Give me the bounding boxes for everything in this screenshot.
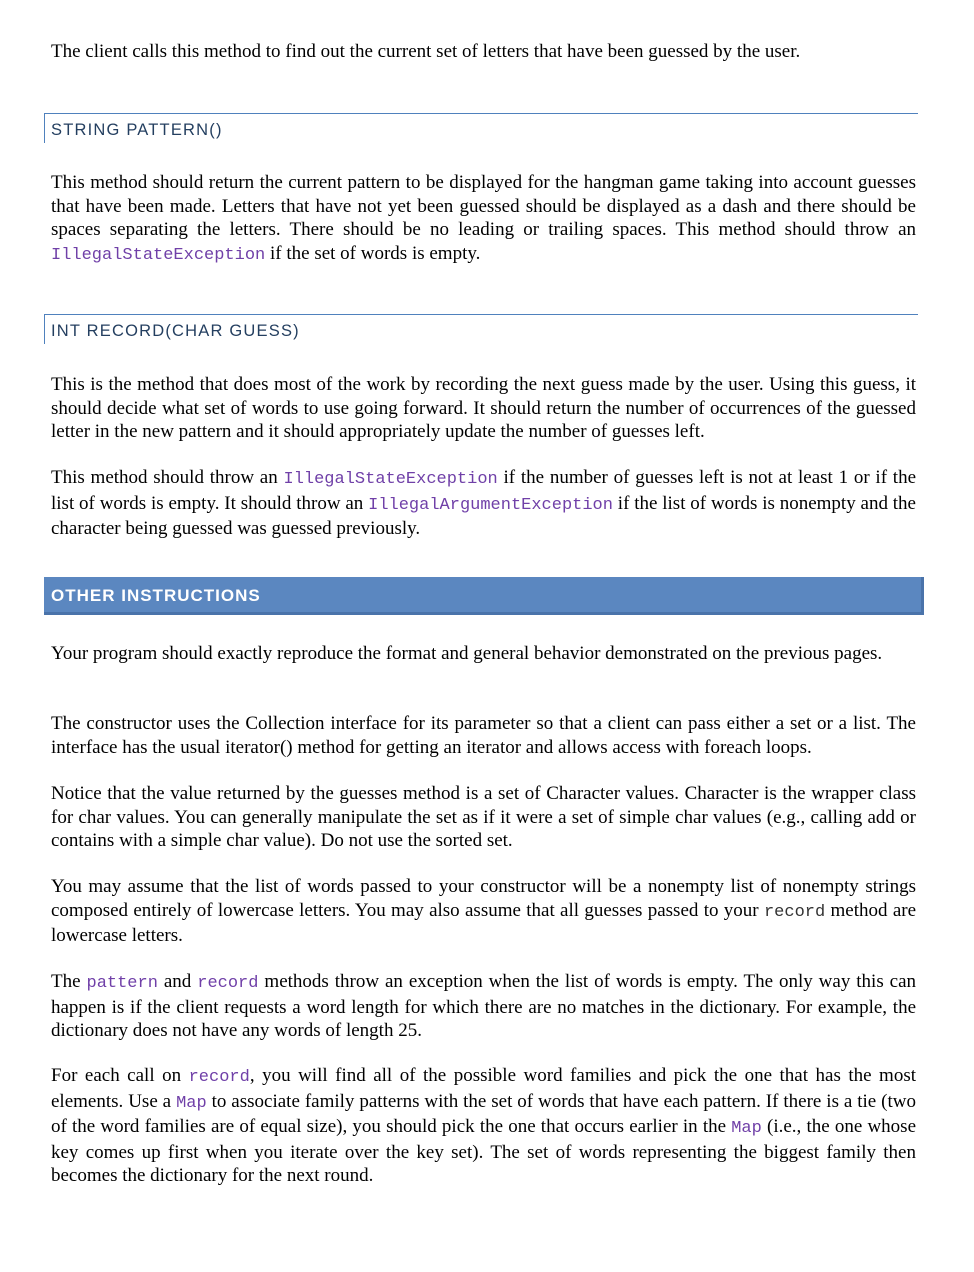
pattern-method-description bbox=[51, 171, 916, 267]
instructions-code-map-2: Map bbox=[731, 1119, 762, 1138]
instructions-text-1: Your program should exactly reproduce the format and general behavior demonstrated on the previous pages. bbox=[51, 643, 883, 664]
instructions-text-4a: You may assume that the list of words passed to your constructor will be a nonempty list of nonempty strings composed entirely of lowercase letters. You may also assume that all guesses passed to your bbox=[51, 876, 916, 921]
instructions-paragraph-format bbox=[51, 642, 916, 666]
instructions-paragraph-exceptions bbox=[51, 970, 916, 1043]
instructions-code-pattern: pattern bbox=[86, 974, 158, 993]
instructions-paragraph-constructor bbox=[51, 712, 916, 759]
instructions-text-6d: (i.e., the one whose key comes up first when you iterate over the key set). The set of words representing the biggest family then becomes the dictionary for the next round. bbox=[51, 1116, 917, 1186]
record-exc-code-2: IllegalArgumentException bbox=[368, 495, 613, 515]
record-exc-text-c: if the list of words is nonempty and the character being guessed was guessed previously. bbox=[51, 492, 916, 539]
instructions-paragraph-guesses bbox=[51, 782, 916, 853]
other-instructions-heading bbox=[44, 577, 924, 615]
instructions-text-3: Notice that the value returned by the guesses method is a set of Character values. Character is the wrapper class for char values. You can generally manipulate the set as if it were a set of simple char values (e.g., calling add or contains with a simple char value). Do not use the sorted set. bbox=[51, 783, 916, 851]
instructions-text-5a: The bbox=[51, 971, 81, 992]
intro-paragraph bbox=[51, 40, 916, 64]
instructions-code-record: record bbox=[763, 902, 826, 922]
record-exc-text-a: This method should throw an bbox=[51, 467, 278, 488]
instructions-code-record-3: record bbox=[188, 1068, 250, 1087]
instructions-code-map-1: Map bbox=[176, 1093, 207, 1113]
pattern-desc-code: IllegalStateException bbox=[51, 245, 266, 265]
record-method-exceptions bbox=[51, 466, 916, 541]
pattern-desc-text: This method should return the current pattern to be displayed for the hangman game taking into account guesses that have been made. Letters that have not yet been guessed should be displayed as a dash and there should be spaces separating the letters. There should be no leading or trailing spaces. This method should throw an bbox=[51, 172, 916, 240]
record-exc-text-b: if the number of guesses left is not at least 1 or if the list of words is empty. It should throw an bbox=[51, 467, 917, 514]
record-method-heading bbox=[44, 314, 918, 344]
other-instructions-heading-text: OTHER INSTRUCTIONS bbox=[51, 586, 261, 605]
instructions-text-6b: , you will find all of the possible word families and pick the one that has the most elements. Use a bbox=[51, 1065, 916, 1112]
instructions-text-4b: method are lowercase letters. bbox=[51, 899, 917, 946]
instructions-text-2: The constructor uses the Collection interface for its parameter so that a client can pass either a set or a list. The interface has the usual iterator() method for getting an iterator and allows access with foreach loops. bbox=[51, 713, 916, 758]
pattern-method-heading bbox=[44, 113, 918, 143]
instructions-text-6c: to associate family patterns with the set of words that have each pattern. If there is a tie (two of the word families are of equal size), you should pick the one that occurs earlier in the bbox=[51, 1090, 916, 1137]
instructions-code-record-2: record bbox=[197, 974, 259, 993]
instructions-paragraph-word-families bbox=[51, 1064, 916, 1188]
instructions-text-5b: and bbox=[157, 971, 192, 992]
record-exc-code-1: IllegalStateException bbox=[283, 470, 498, 489]
record-method-description bbox=[51, 373, 916, 444]
pattern-method-heading-text: STRING PATTERN() bbox=[51, 121, 223, 139]
pattern-desc-tail: if the set of words is empty. bbox=[265, 242, 481, 264]
instructions-text-5c: methods throw an exception when the list of words is empty. The only way this can happen is if the client requests a word length for which there are no matches in the dictionary. For example, the dictionary does not have any words of length 25. bbox=[51, 971, 917, 1041]
instructions-text-6a: For each call on bbox=[51, 1065, 182, 1086]
instructions-paragraph-assumptions bbox=[51, 875, 916, 948]
intro-text: The client calls this method to find out the current set of letters that have been guessed by the user. bbox=[51, 41, 801, 62]
record-desc-text: This is the method that does most of the work by recording the next guess made by the user. Using this guess, it should decide what set of words to use going forward. It should return the number of occurrences of the guessed letter in the new pattern and it should appropriately update the number of guesses left. bbox=[51, 374, 916, 442]
record-method-heading-text: INT RECORD(CHAR GUESS) bbox=[51, 322, 300, 340]
